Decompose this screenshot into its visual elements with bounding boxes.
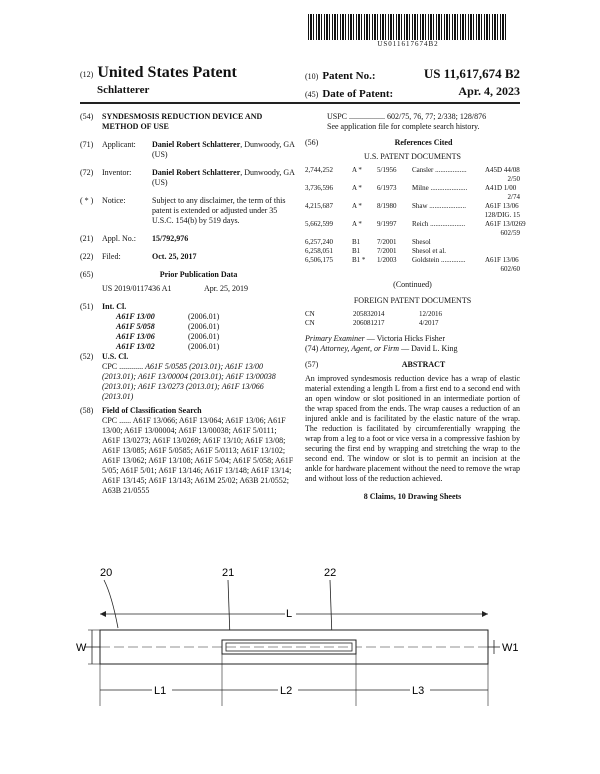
intcl-class: A61F 13/02: [116, 342, 155, 351]
attorney-code: (74): [305, 344, 319, 353]
leader-21: [228, 580, 230, 638]
doc-number: 5,662,599: [305, 220, 333, 228]
inventor-value: [152, 168, 295, 188]
intcl-item: [116, 312, 295, 322]
arrow-L-right: [482, 611, 488, 617]
doc-kind: B1: [352, 238, 361, 246]
us-docs-list: [305, 166, 526, 274]
doc-name: Milne .....................: [412, 184, 468, 192]
primary-label: Primary Examiner: [305, 334, 365, 343]
abstract-text: An improved syndesmosis reduction device has a wrap of elastic material extending a length L from a first end to a second end with an open window or slot positioned in an intermediate portion of the wrap spaced from the ends. The wrap causes a reduction of an injured ankle and is facilitated by the elastic nature of the wrap. The reduction is facilitated by circumferentially wrapping the wrap from a leg to a foot or vice versa in a compressive fashion by securing the first end by wrapping and stretching the wrap to the second end. The window or slot is to permit an incision at the ankle for hardware placement without the need to remove the wrap and without loss of the reduction achieved.: [305, 374, 520, 483]
filed-label: Filed:: [102, 252, 121, 261]
doc-kind: A *: [352, 184, 362, 192]
field-label: Field of Classification Search: [102, 406, 202, 415]
patent-no-label: Patent No.:: [322, 70, 376, 82]
doc-date: 1/2003: [377, 256, 397, 264]
doc-number: 4,215,687: [305, 202, 333, 210]
field-row: [80, 406, 295, 416]
doc-kind: A *: [352, 220, 362, 228]
code-10: (10): [305, 72, 319, 81]
arrow-L-left: [100, 611, 106, 617]
field-code: (58): [80, 406, 94, 415]
doc-class: A41D 1/00: [485, 184, 517, 192]
doc-date: 8/1980: [377, 202, 397, 210]
references-heading: References Cited: [394, 138, 453, 147]
doc-number: 6,506,175: [305, 256, 333, 264]
barcode-text: US011617674B2: [377, 40, 439, 48]
applicant-value: [152, 140, 295, 160]
doc-class: A61F 13/0269: [485, 220, 526, 228]
prior-date: Apr. 25, 2019: [204, 284, 248, 293]
foreign-country: CN: [305, 310, 315, 318]
us-doc: [305, 184, 520, 193]
date-label: Date of Patent:: [322, 88, 394, 100]
barcode: [308, 14, 508, 40]
doc-date: 7/2001: [377, 238, 397, 246]
applicant-code: (71): [80, 140, 94, 149]
doc-name: Shesol: [412, 238, 431, 246]
foreign-heading: FOREIGN PATENT DOCUMENTS: [353, 296, 472, 305]
applicant-row: [80, 140, 295, 160]
uspc-value: 602/75, 76, 77; 2/338; 128/876: [387, 112, 487, 121]
doc-date: 9/1997: [377, 220, 397, 228]
appl-code: (21): [80, 234, 94, 243]
cpc-text: A61F 5/0585 (2013.01); A61F 13/00 (2013.01); A61F 13/00004 (2013.01); A61F 13/00038 (2013.01); A61F 13/0273 (2013.01); A61F 13/066 (2013.01): [102, 362, 276, 401]
left-column: [80, 112, 295, 496]
doc-kind: A *: [352, 166, 362, 174]
foreign-number: 205832014: [353, 310, 385, 318]
inventor-name: Daniel Robert Schlatterer: [152, 168, 241, 177]
field-cpc: [80, 416, 295, 496]
patent-date-row: [305, 84, 520, 102]
notice-label: Notice:: [102, 196, 126, 205]
intcl-list: [80, 312, 295, 352]
doc-name: Reich ....................: [412, 220, 466, 228]
appl-label: Appl. No.:: [102, 234, 136, 243]
leader-20: [104, 580, 118, 628]
intcl-version: (2006.01): [188, 332, 220, 341]
us-doc: [305, 202, 520, 211]
filed-code: (22): [80, 252, 94, 261]
foreign-doc: [305, 319, 520, 328]
prior-heading: Prior Publication Data: [159, 270, 238, 279]
applicant-label: Applicant:: [102, 140, 136, 149]
filed-row: [80, 252, 295, 262]
doc-class: [485, 238, 519, 247]
foreign-number: 206081217: [353, 319, 385, 327]
ref-20-label: 20: [100, 567, 113, 579]
doc-class: A61F 13/06: [485, 256, 519, 264]
references-row: [305, 138, 520, 148]
inventor-location: , Dunwoody, GA (US): [152, 168, 295, 187]
attorney-value: — David L. King: [399, 344, 458, 353]
attorney: [305, 344, 520, 354]
dim-L2-label: L2: [280, 685, 293, 697]
intcl-label: Int. Cl.: [102, 302, 127, 311]
right-column: [305, 112, 526, 502]
intcl-class: A61F 13/06: [116, 332, 155, 341]
appl-no: 15/792,976: [152, 234, 189, 243]
doc-class2: 602/60: [500, 265, 520, 273]
abstract-row: [305, 360, 520, 370]
uscl-code: (52): [80, 352, 94, 361]
doc-kind: B1: [352, 247, 361, 255]
us-doc: [305, 247, 520, 256]
see-application: See application file for complete search history.: [327, 122, 480, 131]
header-rule: [80, 102, 520, 104]
figure-drawing: [0, 556, 600, 766]
inventor-surname: Schlatterer: [97, 84, 150, 96]
uscl-cpc: [80, 362, 295, 402]
intcl-class: A61F 13/00: [116, 312, 155, 321]
doc-class2: 602/59: [500, 229, 520, 237]
us-doc: [305, 256, 520, 265]
intcl-item: [116, 342, 295, 352]
title-code: (54): [80, 112, 94, 121]
dim-L3-label: L3: [412, 685, 425, 697]
intcl-item: [116, 322, 295, 332]
cpc-label: CPC ............: [102, 362, 144, 371]
patent-type-block: [80, 64, 310, 82]
prior-pub-row: [80, 284, 295, 294]
invention-title: SYNDESMOSIS REDUCTION DEVICE AND METHOD OF USE: [102, 112, 263, 131]
doc-number: 3,736,596: [305, 184, 333, 192]
notice-row: [80, 196, 295, 226]
doc-class2: 2/50: [507, 175, 520, 183]
intcl-class: A61F 5/058: [116, 322, 155, 331]
notice-text: Subject to any disclaimer, the term of this patent is extended or adjusted under 35 U.S.C. 154(b) by 519 days.: [152, 196, 286, 225]
doc-number: 6,257,240: [305, 238, 333, 246]
continued: (Continued): [393, 280, 432, 289]
filed-date: Oct. 25, 2017: [152, 252, 197, 261]
us-docs-heading: U.S. PATENT DOCUMENTS: [364, 152, 461, 161]
uscl-label: U.S. Cl.: [102, 352, 129, 361]
primary-value: — Victoria Hicks Fisher: [364, 334, 446, 343]
doc-kind: A *: [352, 202, 362, 210]
patent-no: US 11,617,674 B2: [423, 66, 520, 81]
notice-code: ( * ): [80, 196, 94, 205]
applicant-location: , Dunwoody, GA (US): [152, 140, 295, 159]
leader-22: [330, 580, 332, 638]
intcl-code: (51): [80, 302, 94, 311]
references-code: (56): [305, 138, 319, 147]
patent-date: Apr. 4, 2023: [458, 84, 520, 98]
claims-summary: 8 Claims, 10 Drawing Sheets: [363, 492, 462, 501]
title-row: [80, 112, 295, 132]
inventor-label: Inventor:: [102, 168, 132, 177]
doc-class: A61F 13/06: [485, 202, 519, 210]
intcl-version: (2006.01): [188, 312, 220, 321]
uspc-row: [305, 112, 520, 122]
prior-row: [80, 270, 295, 280]
doc-date: 5/1956: [377, 166, 397, 174]
doc-name: Goldstein ..............: [412, 256, 466, 264]
abstract-code: (57): [305, 360, 319, 369]
uspc-label: USPC ..................: [327, 112, 386, 121]
doc-name: Shaw .....................: [412, 202, 467, 210]
dim-W-label: W: [76, 642, 87, 654]
doc-number: 6,258,051: [305, 247, 333, 255]
inventor-code: (72): [80, 168, 94, 177]
primary-examiner: [305, 334, 520, 344]
dim-W1-label: W1: [502, 642, 519, 654]
us-doc: [305, 238, 520, 247]
patent-number-row: [305, 66, 520, 84]
foreign-country: CN: [305, 319, 315, 327]
dim-L1-label: L1: [154, 685, 167, 697]
intcl-row: [80, 302, 295, 312]
ref-22-label: 22: [324, 567, 337, 579]
doc-date: 7/2001: [377, 247, 397, 255]
intcl-version: (2006.01): [188, 322, 220, 331]
doc-class2: 128/DIG. 15: [484, 211, 520, 219]
intcl-version: (2006.01): [188, 342, 220, 351]
attorney-label: Attorney, Agent, or Firm: [320, 344, 400, 353]
dim-L-label: L: [286, 608, 293, 620]
foreign-date: 12/2016: [419, 310, 442, 318]
ref-21-label: 21: [222, 567, 235, 579]
applicant-name: Daniel Robert Schlatterer: [152, 140, 241, 149]
doc-name: Shesol et al.: [412, 247, 447, 255]
intcl-item: [116, 332, 295, 342]
patent-type: United States Patent: [97, 64, 237, 81]
appl-row: [80, 234, 295, 244]
doc-number: 2,744,252: [305, 166, 333, 174]
doc-class2: 2/74: [507, 193, 520, 201]
uscl-row: [80, 352, 295, 362]
code-12: (12): [80, 70, 94, 79]
doc-name: Cansler ..................: [412, 166, 467, 174]
doc-date: 6/1973: [377, 184, 397, 192]
us-doc: [305, 220, 526, 229]
field-cpc-text: A61F 13/066; A61F 13/064; A61F 13/06; A61F 13/00; A61F 13/00004; A61F 13/00038; A61F 5/0111; A61F 13/0273; A61F 13/0269; A61F 13/10; A61F 13/08; A61F 13/085; A61F 5/0585; A61F 5/0113; A61F 13/102; A61F 13/062; A61F 13/108; A61F 5/04; A61F 5/058; A61F 5/05; A61F 5/01; A61F 13/146; A61F 13/148; A61F 13/14; A61F 13/145; A61F 13/143; A61M 25/02; A63B 21/0552; A63B 21/0555: [102, 416, 294, 495]
doc-class: A45D 44/08: [485, 166, 520, 174]
foreign-doc: [305, 310, 520, 319]
doc-class: [485, 247, 519, 256]
us-doc: [305, 166, 520, 175]
prior-code: (65): [80, 270, 94, 279]
abstract-heading: ABSTRACT: [401, 360, 446, 369]
field-cpc-label: CPC ......: [102, 416, 132, 425]
code-45: (45): [305, 90, 319, 99]
doc-kind: B1 *: [352, 256, 366, 264]
foreign-list: [305, 310, 520, 328]
inventor-row: [80, 168, 295, 188]
foreign-date: 4/2017: [419, 319, 439, 327]
prior-pub: US 2019/0117436 A1: [102, 284, 172, 293]
